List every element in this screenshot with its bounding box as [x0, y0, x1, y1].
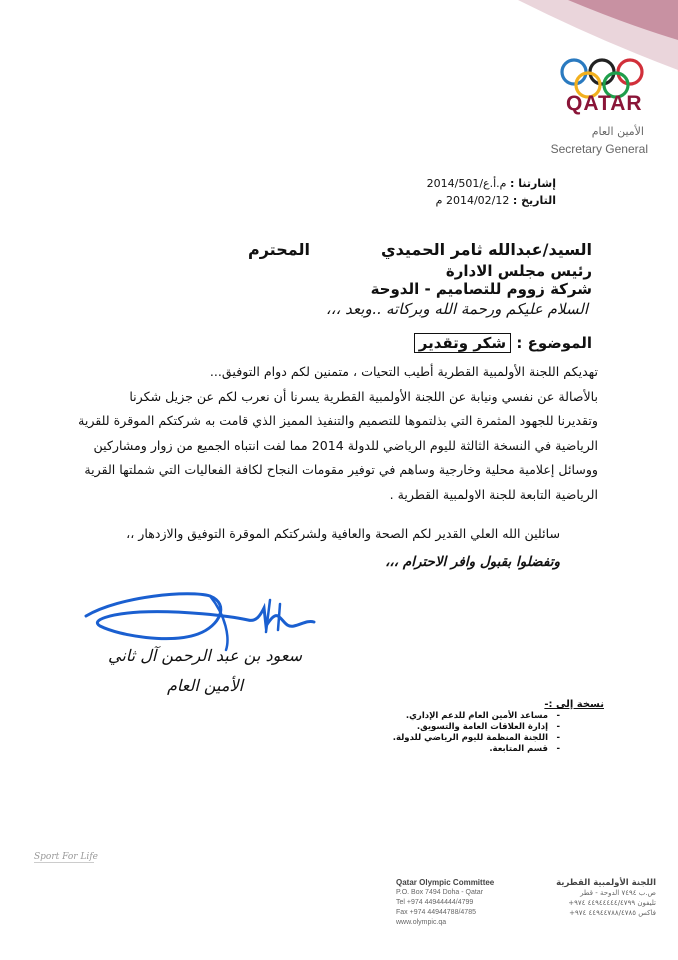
footer-contact-english [396, 878, 536, 928]
reference-block [326, 175, 556, 209]
reference-line [326, 175, 556, 192]
footer-fax-english: Fax +974 44944788/4785 [396, 909, 476, 916]
footer-fax-arabic: فاكس ٤٤٩٤٤٧٨٨/٤٧٨٥ ٩٧٤+ [569, 909, 656, 917]
copies-heading: نسخة إلى :- [544, 699, 604, 710]
reference-label: إشارتنا : [509, 177, 556, 190]
addressee-title: رئيس مجلس الادارة [445, 262, 592, 280]
body-line: الرياضية التابعة للجنة الاولمبية القطرية . [389, 486, 598, 502]
footer-contact-arabic [536, 878, 656, 918]
secretary-general-arabic: الأمين العام [591, 125, 644, 138]
footer-tel-arabic: تليفون ٤٤٩٤٤٤٤٤/٤٧٩٩ ٩٧٤+ [568, 899, 656, 907]
subject-label: الموضوع : [516, 334, 592, 352]
secretary-general-english: Secretary General [550, 142, 648, 156]
subject-line [414, 334, 592, 352]
footer-website: www.olympic.qa [396, 919, 447, 926]
body-line: تهديكم اللجنة الأولمبية القطرية أطيب التحيات ، متمنين لكم دوام التوفيق... [209, 364, 598, 379]
brand-wordmark: QATAR [566, 92, 643, 115]
addressee-honorific: المحترم [248, 240, 310, 259]
copies-list [300, 711, 560, 755]
copy-recipient: - اللجنة المنظمة لليوم الرياضي للدولة. [300, 733, 560, 744]
date-label: التاريخ : [512, 194, 556, 207]
subject-value: شكر وتقدير [414, 333, 511, 353]
date-value: 2014/02/12 م [435, 194, 510, 207]
signatory-name: سعود بن عبد الرحمن آل ثاني [107, 646, 302, 665]
footer-address-english: P.O. Box 7494 Doha - Qatar [396, 889, 484, 896]
body-line: وتقديرنا للجهود المثمرة التي بذلتموها للتصميم والتنفيذ المميز الذي قامت به شركتكم الموقرة للقرية [78, 413, 598, 429]
addressee-name: السيد/عبدالله ثامر الحميدي [380, 240, 592, 259]
copy-recipient: - إدارة العلاقات العامة والتسويق. [300, 722, 560, 733]
date-line [326, 192, 556, 209]
footer-org-arabic: اللجنة الأولمبية القطرية [556, 878, 656, 888]
closing-wishes: سائلين الله العلي القدير لكم الصحة والعافية ولشركتكم الموقرة التوفيق والازدهار ،، [126, 526, 560, 541]
footer-tel-english: Tel +974 44944444/4799 [396, 899, 474, 906]
footer-org-english: Qatar Olympic Committee [396, 878, 495, 887]
copy-recipient: - مساعد الأمين العام للدعم الإداري. [300, 711, 560, 722]
reference-value: م.أ.ع/2014/501 [426, 177, 507, 190]
body-line: بالأصالة عن نفسي ونيابة عن اللجنة الأولمبية القطرية يسرنا أن نعرب لكم عن جزيل شكرنا [129, 388, 598, 404]
letter-body [70, 360, 598, 508]
footer-address-arabic: ص.ب ٧٤٩٤ الدوحة - قطر [580, 889, 656, 897]
greeting: السلام عليكم ورحمة الله وبركاته ..وبعد ،،، [325, 300, 588, 318]
addressee-company: شركة زووم للتصاميم - الدوحة [370, 280, 592, 298]
footer-divider [34, 862, 94, 863]
body-line: الرياضية في النسخة الثالثة لليوم الرياضي للدولة 2014 مما لفت انتباه الجميع من زوار ومشاركين [93, 437, 598, 453]
closing-regards: وتفضلوا بقبول وافر الاحترام ،،، [385, 554, 560, 570]
signatory-title: الأمين العام [166, 676, 244, 695]
body-line: ووسائل إعلامية محلية وخارجية وساهم في توفير مقومات النجاح لكافة الفعاليات التي شملتها القرية [84, 462, 598, 478]
copy-recipient: - قسم المتابعة. [300, 744, 560, 755]
footer-slogan: Sport For Life [34, 852, 98, 862]
